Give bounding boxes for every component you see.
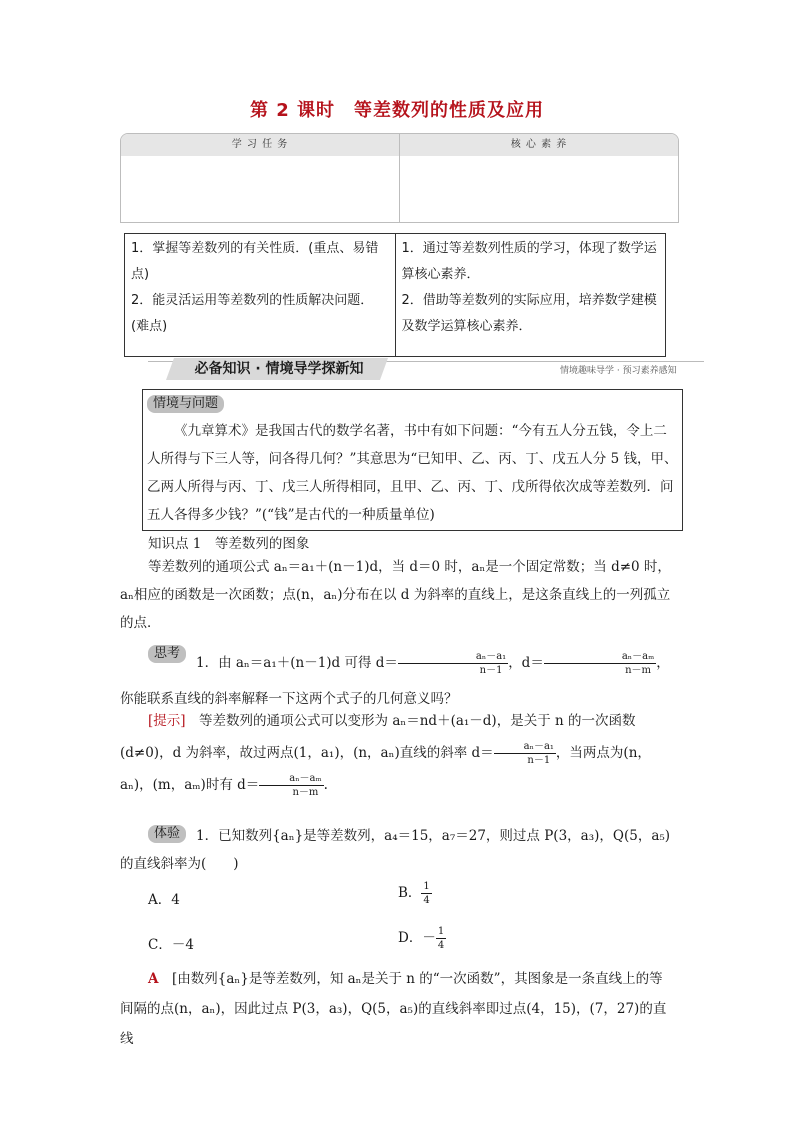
literacy-item: 2．借助等差数列的实际应用，培养数学建模及数学运算核心素养． — [401, 293, 657, 334]
task-table-body — [124, 233, 666, 357]
literacy-item: 1．通过等差数列性质的学习，体现了数学运算核心素养． — [401, 241, 657, 282]
scenario-text: 《九章算术》是我国古代的数学名著，书中有如下问题：“今有五人分五钱，令上二人所得与下三人等，问各得几何？”其意思为“已知甲、乙、丙、丁、戊五人分 5 钱，甲、乙两人所得与丙、丁、戊三人所得相同，且甲、乙、丙、丁、戊所得依次成等差数列．问五人各得多少钱？”(“钱”是古代的一种质量单位) — [147, 423, 678, 523]
option-a: A．4 — [148, 892, 180, 908]
experience-tag: 体验 — [148, 825, 186, 843]
answer-paragraph: A [由数列{aₙ}是等差数列，知 aₙ是关于 n 的“一次函数”，其图象是一条直线上的等间隔的点(n，aₙ)，因此过点 P(3，a₃)，Q(5，a₅)的直线斜率即过点(4，15)，(7，27)的直线 — [120, 971, 667, 1047]
core-literacy — [395, 234, 666, 356]
task-item: 1．掌握等差数列的有关性质．(重点、易错点) — [131, 241, 379, 282]
option-c: C．－4 — [148, 937, 194, 953]
fraction: $\frac{\text{aₙ－aₘ}}{n-m}$ — [544, 650, 656, 677]
hint-paragraph: [提示] 等差数列的通项公式可以变形为 aₙ＝nd＋(a₁－d)，是关于 n 的一次函数(d≠0)，d 为斜率，故过两点(1，a₁)，(n，aₙ)直线的斜率 d＝ $\frac{\text{aₙ－a₁}}{n-1}$ ，当两点为(n，aₙ)，(m，aₘ)时有 d＝ $\frac{\text{aₙ－aₘ}}{n-m}$ . — [120, 713, 651, 798]
experience-question: 1．已知数列{aₙ}是等差数列，a₄＝15，a₇＝27，则过点 P(3，a₃)，Q(5，a₅)的直线斜率为( ) — [120, 828, 671, 872]
knowledge-point-paragraph: 等差数列的通项公式 aₙ＝a₁＋(n－1)d，当 d＝0 时，aₙ是一个固定常数；当 d≠0 时，aₙ相应的函数是一次函数；点(n，aₙ)分布在以 d 为斜率的直线上，是这条直线上的一列孤立的点． — [120, 559, 671, 631]
think-question: 1．由 aₙ＝a₁＋(n－1)d 可得 d＝ $\frac{\text{aₙ－a₁}}{n-1}$ ，d＝ $\frac{\text{aₙ－aₘ}}{n-m}$ ，你能联系直线的斜率解释一下这两个式子的几何意义吗？ — [120, 651, 670, 707]
task-header-label: 学 习 任 务 — [231, 139, 289, 150]
literacy-header-label: 核 心 素 养 — [399, 134, 678, 156]
fraction: $\frac{\text{aₙ－a₁}}{n-1}$ — [398, 650, 508, 677]
page-title: 第 2 课时 等差数列的性质及应用 — [249, 100, 545, 121]
scenario-tag: 情境与问题 — [147, 395, 224, 413]
task-item: 2．能灵活运用等差数列的性质解决问题．(难点) — [131, 293, 374, 334]
answer-letter: A — [148, 971, 159, 987]
option-b: B． $\frac{1}{4}$ — [398, 881, 430, 906]
hint-label: [提示] — [148, 713, 186, 729]
fraction: $\frac{\text{aₙ－aₘ}}{n-m}$ — [259, 772, 323, 799]
learning-tasks — [125, 234, 395, 356]
fraction: $\frac{1}{4}$ — [437, 926, 445, 951]
knowledge-point-title: 知识点 1 等差数列的图象 — [148, 536, 310, 552]
fraction: $\frac{\text{aₙ－a₁}}{n-1}$ — [494, 740, 556, 767]
scenario-box — [142, 389, 683, 531]
section-subtitle: 情境趣味导学 · 预习素养感知 — [560, 366, 677, 376]
task-table-header — [120, 133, 679, 223]
think-tag: 思考 — [148, 645, 186, 663]
section-banner: 必备知识 · 情境导学探新知 — [194, 361, 364, 377]
option-d: D．－ $\frac{1}{4}$ — [398, 926, 445, 951]
fraction: $\frac{1}{4}$ — [423, 881, 430, 906]
